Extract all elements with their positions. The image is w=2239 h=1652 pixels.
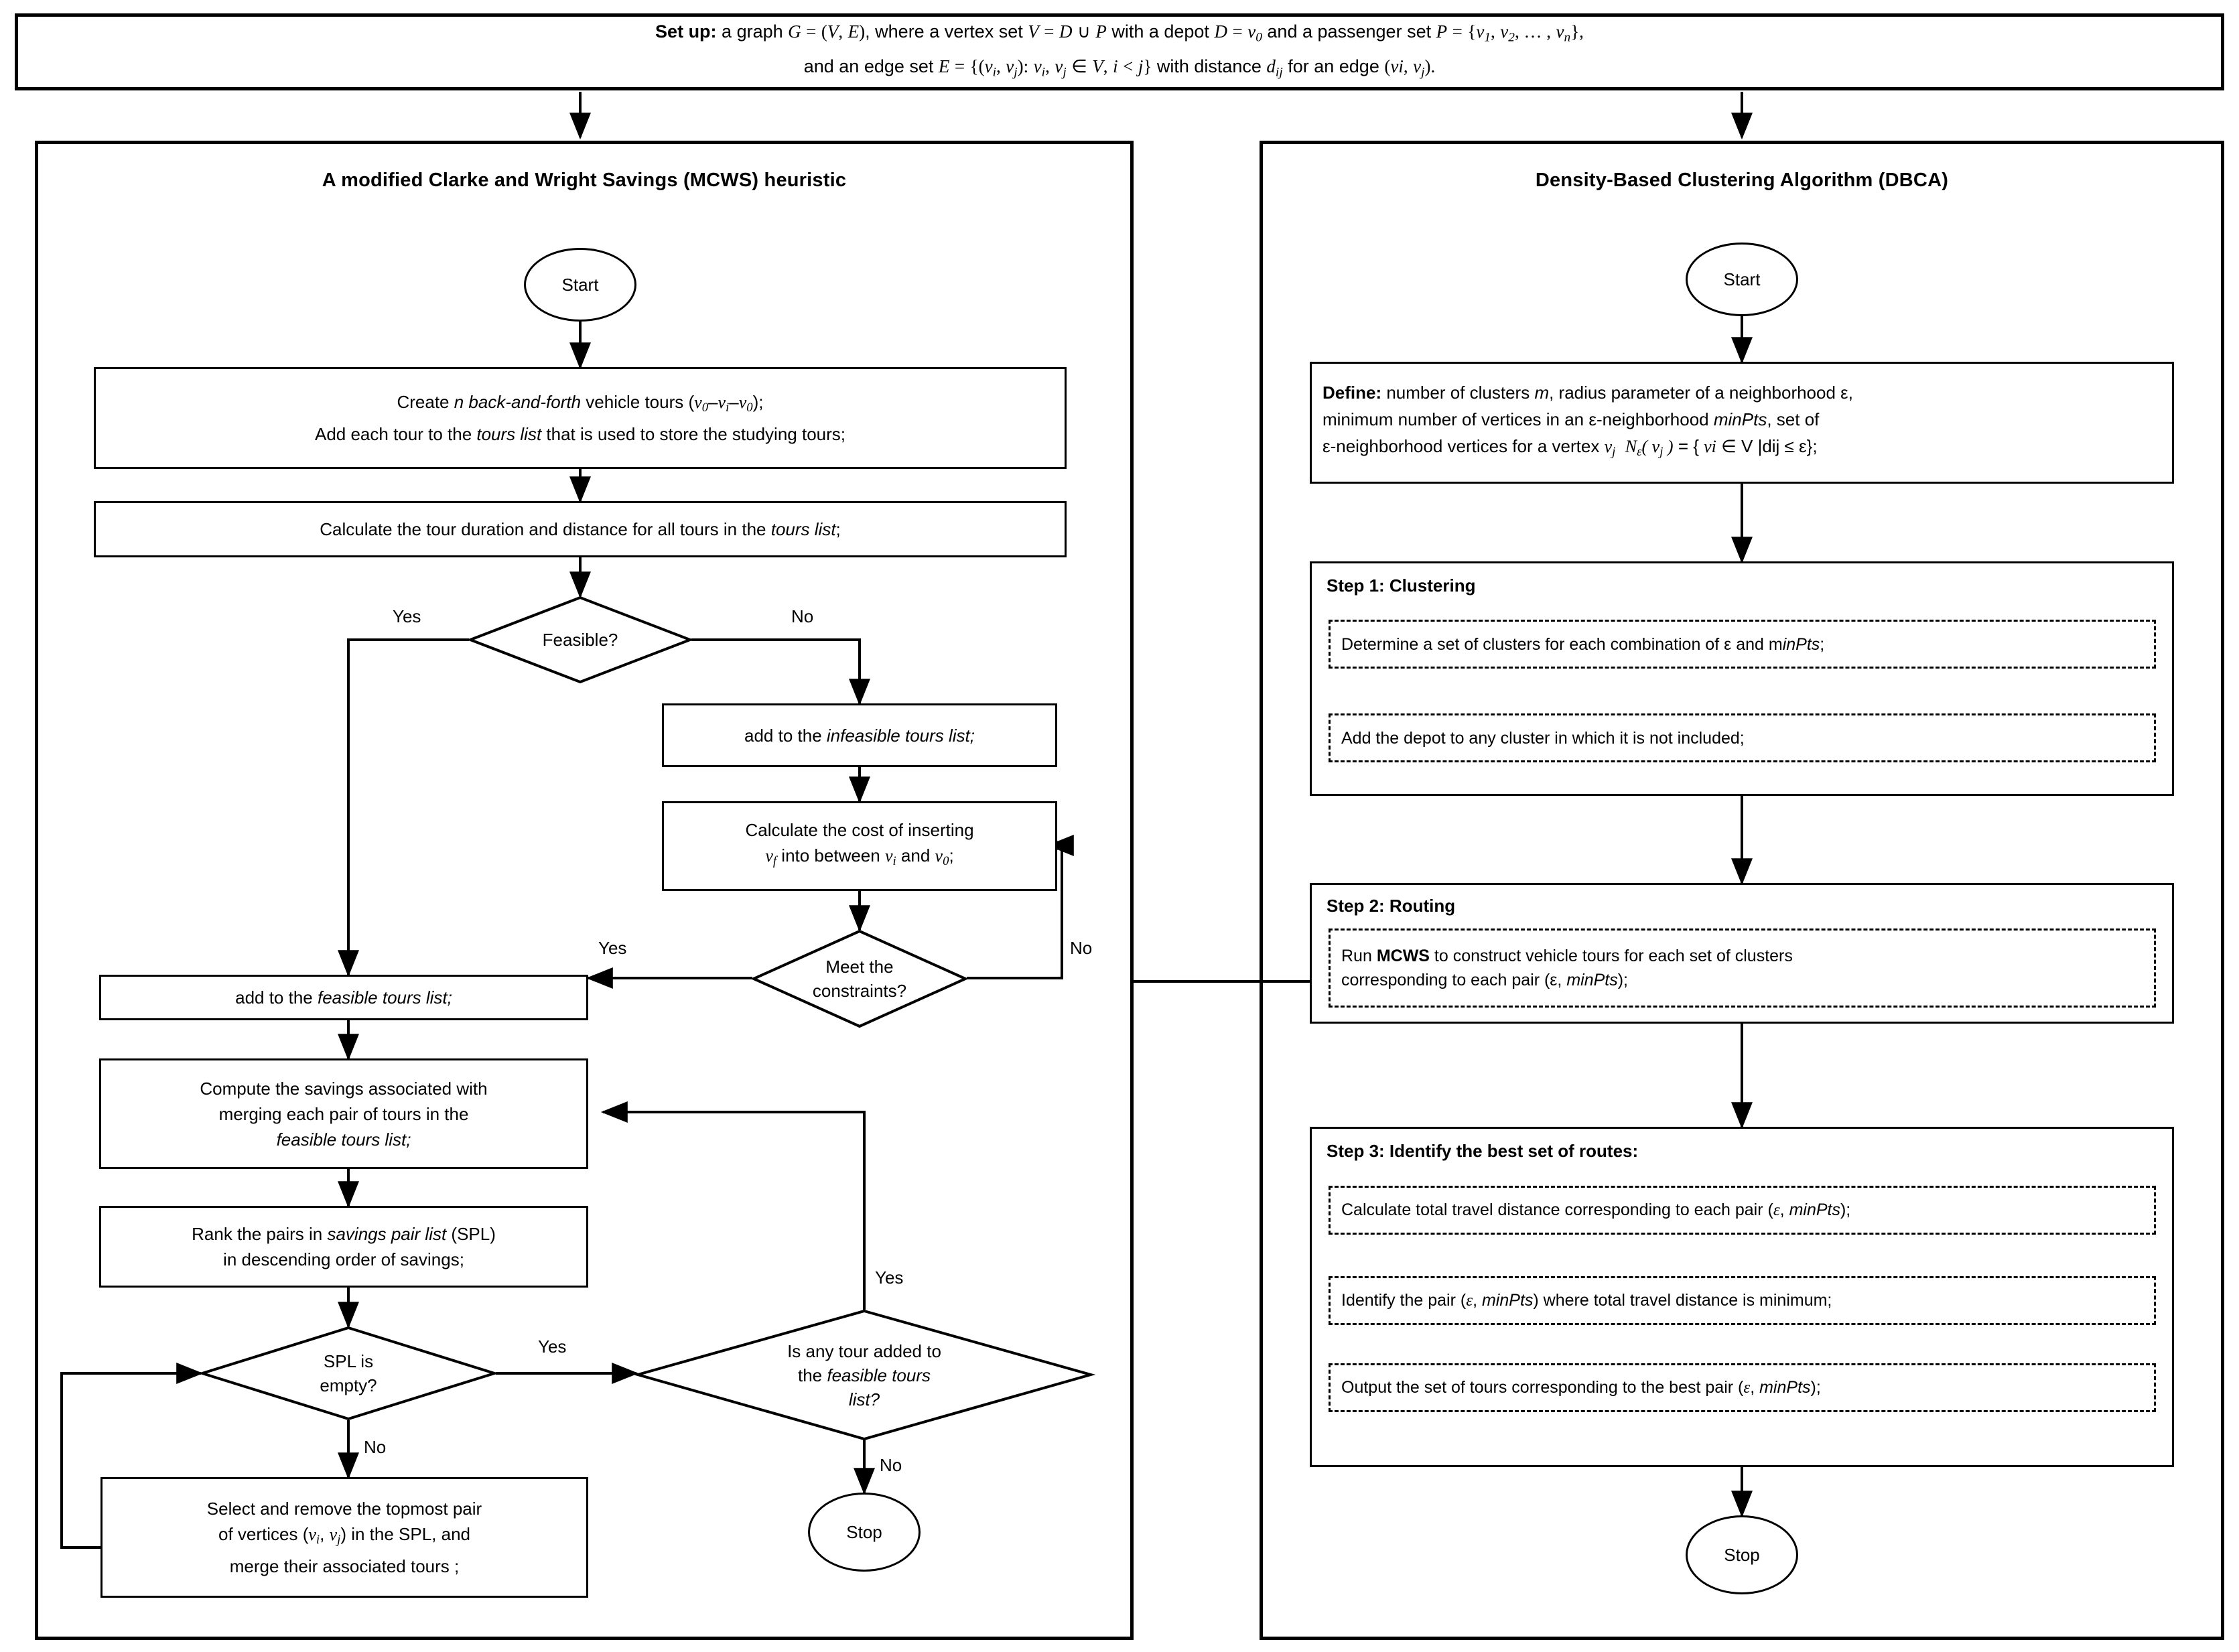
meet-constraints-decision [752,930,967,1028]
dbca-stop-label: Stop [1724,1544,1760,1565]
constraints-no-label: No [1068,938,1094,959]
add-infeasible-text: add to the infeasible tours list; [744,725,975,746]
step2-title: Step 2: Routing [1327,896,1456,916]
add-feasible-text: add to the feasible tours list; [235,987,452,1008]
setup-box [15,13,2224,90]
meet-constraints-line-1: Meet the [825,957,894,977]
mcws-start-terminator [524,248,636,322]
define-line-2: minimum number of vertices in an ε-neighborhood minPts, set of [1322,409,1820,430]
add-infeasible-box [662,703,1057,767]
step2-item-line-2: corresponding to each pair (ε, minPts); [1341,971,1629,989]
meet-constraints-line-2: constraints? [812,981,907,1001]
dbca-stop-terminator [1686,1515,1798,1594]
rank-pairs-box [99,1206,588,1288]
any-tour-line-3: list? [848,1389,880,1409]
feasible-yes-label: Yes [391,606,423,627]
mcws-start-label: Start [561,274,599,295]
step3-item-2 [1329,1363,2156,1412]
calc-duration-box [94,501,1067,557]
spl-empty-label [201,1326,496,1420]
spl-empty-line-2: empty? [320,1375,377,1395]
step1-item-0 [1329,620,2156,669]
feasible-label: Feasible? [542,630,618,650]
any-tour-yes-label: Yes [873,1267,905,1288]
dbca-title: Density-Based Clustering Algorithm (DBCA) [1535,169,1949,191]
step3-item-2-text: Output the set of tours corresponding to the best pair (ε, minPts); [1341,1378,1821,1397]
dbca-start-terminator [1686,243,1798,316]
compute-savings-line-2: merging each pair of tours in the [218,1103,469,1124]
compute-savings-box [99,1058,588,1169]
mcws-stop-label: Stop [846,1521,882,1542]
any-tour-added-label [636,1310,1092,1440]
meet-constraints-label [752,930,967,1028]
setup-line-1: Set up: a graph G = (V, E), where a vertex set V = D ∪ P with a depot $D = v_0$ and a passenger set $P = \{v_1$, $v_2$, … , $v_n$}, [655,21,1584,45]
step1-title: Step 1: Clustering [1327,575,1476,596]
step2-item-line-1: Run MCWS to construct vehicle tours for each set of clusters [1341,947,1793,965]
compute-savings-line-1: Compute the savings associated with [200,1078,488,1099]
define-line-1: Define: number of clusters m, radius parameter of a neighborhood ε, [1322,383,1853,403]
add-feasible-box [99,975,588,1020]
step3-item-1-text: Identify the pair (ε, minPts) where total travel distance is minimum; [1341,1291,1832,1310]
spl-empty-line-1: SPL is [323,1351,374,1371]
constraints-yes-label: Yes [596,938,628,959]
mcws-stop-terminator [808,1493,921,1572]
mcws-title: A modified Clarke and Wright Savings (MCWS) heuristic [322,169,847,191]
select-remove-line-2: of vertices ($v_i$, $v_j$) in the SPL, and [218,1524,470,1547]
step1-item-0-text: Determine a set of clusters for each combination of ε and minPts; [1341,634,1825,654]
spl-no-label: No [362,1437,388,1458]
spl-empty-decision [201,1326,496,1420]
rank-pairs-line-2: in descending order of savings; [223,1249,464,1269]
any-tour-line-1: Is any tour added to [787,1340,941,1361]
any-tour-no-label: No [878,1455,904,1476]
calc-duration-text: Calculate the tour duration and distance for all tours in the tours list; [320,519,841,539]
step3-title: Step 3: Identify the best set of routes: [1327,1141,1639,1161]
rank-pairs-line-1: Rank the pairs in savings pair list (SPL) [192,1224,496,1244]
step3-item-0 [1329,1186,2156,1235]
select-remove-box [100,1477,588,1598]
step3-item-1 [1329,1276,2156,1325]
define-box [1310,362,2174,484]
create-tours-box [94,367,1067,469]
step2-item-0 [1329,928,2156,1008]
create-tours-line-1: Create n back-and-forth vehicle tours $(v_0-v_i-v_0)$; [397,392,764,415]
define-line-3: ε-neighborhood vertices for a vertex $v_j$ $N_\varepsilon$( $v_j$ ) = { vi ∈ V |dij ≤ ε}; [1322,436,1818,460]
create-tours-line-2: Add each tour to the tours list that is used to store the studying tours; [314,423,845,444]
setup-line-2: and an edge set $E = \{(v_i$, $v_j$): $v_i$, $v_j$ ∈ V, i < j} with distance $d_{ij}$ for an edge (vi, $v_j$). [803,56,1436,79]
select-remove-line-3: merge their associated tours ; [229,1556,460,1576]
spl-yes-label: Yes [536,1336,568,1357]
any-tour-added-decision [636,1310,1092,1440]
feasible-decision [469,596,691,683]
step1-item-1-text: Add the depot to any cluster in which it is not included; [1341,728,1745,748]
step1-item-1 [1329,713,2156,762]
select-remove-line-1: Select and remove the topmost pair [206,1499,482,1519]
step3-item-0-text: Calculate total travel distance corresponding to each pair (ε, minPts); [1341,1200,1851,1219]
dbca-start-label: Start [1723,269,1761,289]
any-tour-line-2: the feasible tours [797,1365,931,1385]
calc-cost-box [662,801,1057,891]
calc-cost-line-2: $v_f$ into between $v_i$ and $v_0$; [765,845,954,869]
feasible-no-label: No [789,606,815,627]
compute-savings-line-3: feasible tours list; [276,1129,411,1150]
calc-cost-line-1: Calculate the cost of inserting [745,820,974,841]
